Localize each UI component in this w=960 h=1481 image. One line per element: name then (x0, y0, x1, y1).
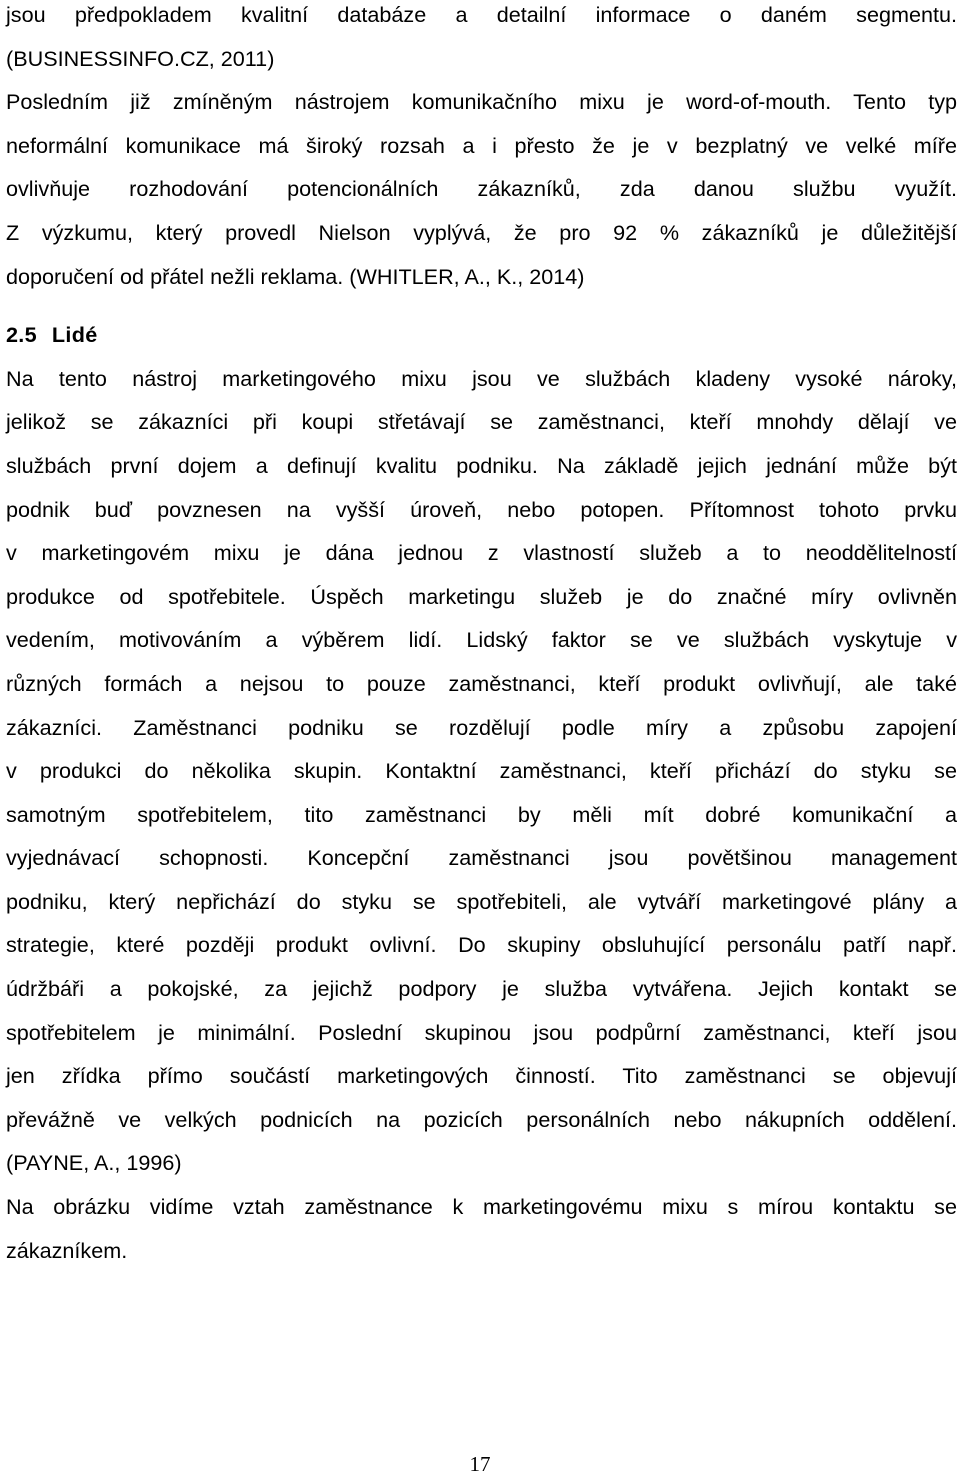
section-heading (6, 313, 957, 357)
text-line: neformální komunikace má široký rozsah a i přesto že je v bezplatný ve velké míře (6, 132, 957, 158)
text-line: vyjednávací schopnosti. Koncepční zaměstnanci jsou povětšinou management (6, 845, 957, 871)
text-line: jen zřídka přímo součástí marketingových činností. Tito zaměstnanci se objevují (6, 1063, 957, 1089)
text-line: údržbáři a pokojské, za jejichž podpory je služba vytvářena. Jejich kontakt se (6, 976, 957, 1002)
text-line: Na obrázku vidíme vztah zaměstnance k marketingovému mixu s mírou kontaktu se (6, 1194, 957, 1220)
text-line: Posledním již zmíněným nástrojem komunikačního mixu je word-of-mouth. Tento typ (6, 89, 957, 115)
text-line: zákazníci. Zaměstnanci podniku se rozdělují podle míry a způsobu zapojení (6, 714, 957, 740)
text-line: ovlivňuje rozhodování potencionálních zákazníků, zda danou službu využít. (6, 176, 957, 202)
text-line: v produkci do několika skupin. Kontaktní zaměstnanci, kteří přichází do styku se (6, 758, 957, 784)
text-line: spotřebitelem je minimální. Poslední skupinou jsou podpůrní zaměstnanci, kteří jsou (6, 1019, 957, 1045)
section-number: 2.5 (6, 322, 37, 348)
text-line: službách první dojem a definují kvalitu podniku. Na základě jejich jednání může být (6, 452, 957, 478)
document-page (6, 0, 957, 1272)
text-line: samotným spotřebitelem, tito zaměstnanci by měli mít dobré komunikační a (6, 801, 957, 827)
text-line: Na tento nástroj marketingového mixu jsou ve službách kladeny vysoké nároky, (6, 365, 957, 391)
section-title: Lidé (51, 322, 98, 348)
text-line: podnik buď povznesen na vyšší úroveň, nebo potopen. Přítomnost tohoto prvku (6, 496, 957, 522)
page-number: 17 (469, 1452, 491, 1476)
text-line: jsou předpokladem kvalitní databáze a detailní informace o daném segmentu. (6, 2, 957, 27)
text-line: strategie, které později produkt ovlivní. Do skupiny obsluhující personálu patří např. (6, 932, 957, 958)
text-line: různých formách a nejsou to pouze zaměstnanci, kteří produkt ovlivňují, ale také (6, 670, 957, 696)
intro-paragraph (6, 0, 957, 298)
text-line: v marketingovém mixu je dána jednou z vlastností služeb a to neoddělitelností (6, 540, 957, 566)
text-line: produkce od spotřebitele. Úspěch marketingu služeb je do značné míry ovlivněn (6, 583, 957, 609)
text-line: převážně ve velkých podnicích na pozicích personálních nebo nákupních oddělení. (6, 1106, 957, 1132)
text-line: (PAYNE, A., 1996) (6, 1150, 182, 1176)
section-body (6, 357, 957, 1272)
text-line: doporučení od přátel nežli reklama. (WHITLER, A., K., 2014) (6, 263, 585, 289)
text-line: Z výzkumu, který provedl Nielson vyplývá, že pro 92 % zákazníků je důležitější (6, 219, 957, 245)
text-line: zákazníkem. (6, 1237, 128, 1263)
text-line: podniku, který nepřichází do styku se spotřebiteli, ale vytváří marketingové plány a (6, 888, 957, 914)
text-line: jelikož se zákazníci při koupi střetávají se zaměstnanci, kteří mnohdy dělají ve (6, 409, 957, 435)
text-line: (BUSINESSINFO.CZ, 2011) (6, 45, 275, 71)
text-line: vedením, motivováním a výběrem lidí. Lidský faktor se ve službách vyskytuje v (6, 627, 957, 653)
